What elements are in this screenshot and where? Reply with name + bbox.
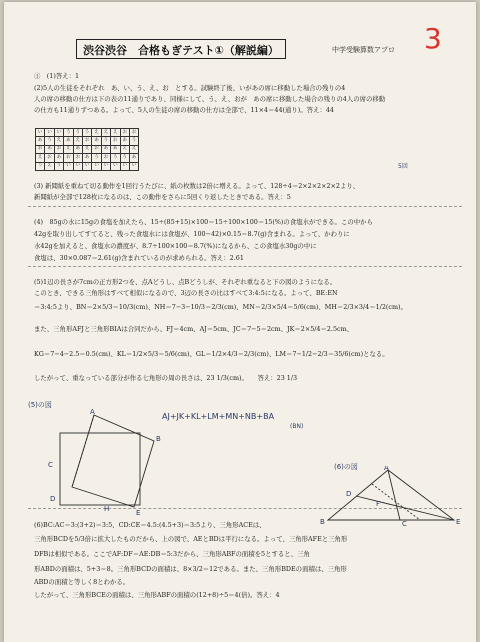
answer-sheet (4, 2, 476, 642)
text-line: ① (1)答え：1 (34, 72, 80, 80)
text-line: 三角形BCDを5/3倍に拡大したものだから、上の図で、AEとBDは平行になる。よって、三角形AFEと三角形 (34, 535, 348, 543)
title-box (76, 39, 286, 59)
svg-text:C: C (402, 520, 407, 526)
svg-text:B: B (156, 435, 161, 443)
table-cell: え (73, 137, 82, 145)
table-cell: お (54, 145, 63, 153)
table-cell: あ (129, 154, 138, 162)
table-cell: あ (101, 145, 110, 153)
text-line: の仕方も11通りずつある。よって、5人の生徒の席の移動の仕方は全部で、11×4＝44(通り)。答え：44 (34, 106, 334, 114)
table-cell: あ (54, 154, 63, 162)
text-line: 水42gを加えると、食塩水の濃度が、8.7÷100×100＝8.7(%)になるから、この食塩水30gの中に (34, 242, 317, 250)
table-cell: い (111, 162, 120, 170)
table-cell: あ (120, 137, 129, 145)
table-cell: お (64, 154, 73, 162)
table-cell: え (111, 129, 120, 137)
table-cell: い (73, 162, 82, 170)
table-cell: い (54, 129, 63, 137)
text-line: (5)1辺の長さが7cmの正方形2つを、点Aどうし、点Bどうしが、それぞれ重なると下の図のようになる。 (34, 278, 337, 286)
table-cell: う (92, 154, 101, 162)
table-cell: え (64, 145, 73, 153)
svg-text:A: A (90, 408, 95, 416)
svg-text:E: E (136, 509, 141, 517)
svg-text:A: A (384, 466, 389, 472)
table-cell: い (64, 162, 73, 170)
page-title: 渋谷渋谷 合格もぎテスト①（解説編） (83, 44, 279, 57)
table-row (36, 162, 139, 170)
text-line: 人の席の移動の仕方は下の表の11通りであり、同様にして、う、え、おが あの席に移動した場合の残りの4人の席の移動 (34, 95, 386, 103)
table-row (36, 129, 139, 137)
fig6-diagram (316, 466, 466, 526)
svg-text:D: D (346, 490, 352, 498)
table-cell: え (129, 145, 138, 153)
table-cell: あ (36, 137, 45, 145)
table-cell: え (36, 154, 45, 162)
table-cell: う (54, 162, 63, 170)
table-cell: い (120, 162, 129, 170)
text-line: (4) 85gの水に15gの食塩を加えたら、15÷(85+15)×100＝15÷100×100＝15(%)の食塩水ができる。この中から (34, 218, 373, 226)
table-cell: お (73, 154, 82, 162)
text-line: 食塩は、30×0.087＝2.61(g)含まれているのが求められる。答え：2.61 (34, 254, 244, 262)
table-cell: え (82, 145, 91, 153)
table-cell: え (45, 162, 54, 170)
page-number: 3 (424, 22, 442, 55)
table-cell: え (120, 145, 129, 153)
svg-text:F: F (376, 500, 381, 508)
text-line: 新聞紙が全部で128枚になるのは、この動作をさらに5回くり返したときである。答え：5 (34, 193, 291, 201)
text-line: また、三角形AFJと三角形BIAは合同だから、FJ＝4cm、AJ＝5cm、JC＝7−5＝2cm、JK＝2×5/4＝2.5cm、 (34, 325, 354, 333)
table-cell: あ (45, 145, 54, 153)
table-cell: お (101, 154, 110, 162)
table-cell: う (101, 137, 110, 145)
text-line: DFBは相似である。ここでAF:DF＝AE:DB＝5:3だから、三角形ABFの面積を5とすると、三角 (34, 550, 310, 558)
table-row (36, 154, 139, 162)
table-cell: お (111, 137, 120, 145)
svg-text:D: D (50, 495, 56, 503)
table-cell: あ (92, 137, 101, 145)
text-line: 42gを取り出してすてると、残った食塩水には食塩が、100−42)×0.15＝8.7(g)含まれる。よって、かわりに (34, 230, 350, 238)
table-cell: い (36, 129, 45, 137)
text-line: したがって、三角形BCEの面積は、三角形ABFの面積の(12+8)÷5＝4(倍)。答え：4 (34, 591, 280, 599)
text-line: したがって、重なっている部分が作る七角形の周の長さは、23 1/3(cm)。 答え：23 1/3 (34, 374, 298, 382)
fig5-label: (5)の図 (28, 401, 52, 409)
text-line: ABDの面積と等しく8とわかる。 (34, 578, 130, 586)
text-line: 形ABDの面積は、5+3＝8。三角形BCDの面積は、8×3/2＝12である。また、三角形BDEの面積は、三角形 (34, 565, 347, 573)
brand-label: 中学受験算数アプロ (332, 46, 395, 54)
table-cell: う (45, 137, 54, 145)
table-cell: お (45, 154, 54, 162)
text-line: ＝3:4:5より、BN＝2×5/3＝10/3(cm)、NH＝7−3−10/3＝2/3(cm)、MN＝2/3×5/4＝5/6(cm)、MH＝2/3×3/4＝1/2(cm)。 (34, 303, 407, 311)
formula-note: (BN) (290, 423, 304, 430)
table-cell: う (82, 129, 91, 137)
table-cell: お (36, 145, 45, 153)
text-line: KG＝7−4−2.5＝0.5(cm)、KL＝1/2×5/3＝5/6(cm)、GL＝1/2×4/3＝2/3(cm)、LM＝7−1/2−2/3＝35/6(cm)となる。 (34, 350, 389, 358)
table-cell: お (82, 137, 91, 145)
hint-note: 5回 (398, 163, 408, 170)
table-cell: う (73, 129, 82, 137)
svg-text:E: E (456, 518, 461, 526)
table-cell: い (92, 162, 101, 170)
fig5-diagram (42, 407, 172, 517)
handwritten-formula: AJ+JK+KL+LM+MN+NB+BA (162, 412, 275, 421)
table-cell: え (101, 129, 110, 137)
text-line: (2)5人の生徒をそれぞれ あ、い、う、え、お とする。試験終了後、いがあの席に移動した場合の残りの4 (34, 84, 346, 92)
text-line: (3) 新聞紙を重ねて切る動作を1回行うたびに、紙の枚数は2倍に増える。よって、128÷4＝2×2×2×2×2より、 (34, 182, 360, 190)
table-cell: い (45, 129, 54, 137)
table-cell: い (129, 162, 138, 170)
table-cell: う (129, 137, 138, 145)
svg-text:C: C (48, 461, 53, 469)
svg-text:B: B (320, 518, 325, 526)
seat-arrangement-table (35, 128, 139, 171)
table-cell: い (82, 162, 91, 170)
table-cell: あ (82, 154, 91, 162)
table-cell: う (111, 154, 120, 162)
svg-text:H: H (104, 505, 110, 513)
fig6-label: (6)の図 (334, 463, 358, 471)
section-divider (28, 206, 462, 207)
table-row (36, 137, 139, 145)
table-cell: え (54, 137, 63, 145)
text-line: (6)BC:AC＝3:(3+2)＝3:5、CD:CE＝4.5:(4.5+3)＝3:5より、三角形ACEは、 (34, 521, 266, 529)
table-cell: あ (73, 145, 82, 153)
table-cell: お (120, 129, 129, 137)
table-cell: う (64, 129, 73, 137)
table-cell: え (92, 129, 101, 137)
table-cell: あ (64, 137, 73, 145)
table-cell: お (129, 129, 138, 137)
table-row (36, 145, 139, 153)
table-cell: う (120, 154, 129, 162)
text-line: このとき、できる三角形はすべて相似になるので、3辺の長さの比はすべて3:4:5になる。よって、BE:EN (34, 289, 338, 297)
table-cell: あ (111, 145, 120, 153)
table-cell: う (36, 162, 45, 170)
table-cell: お (92, 145, 101, 153)
table-cell: い (101, 162, 110, 170)
section-divider (28, 266, 462, 267)
